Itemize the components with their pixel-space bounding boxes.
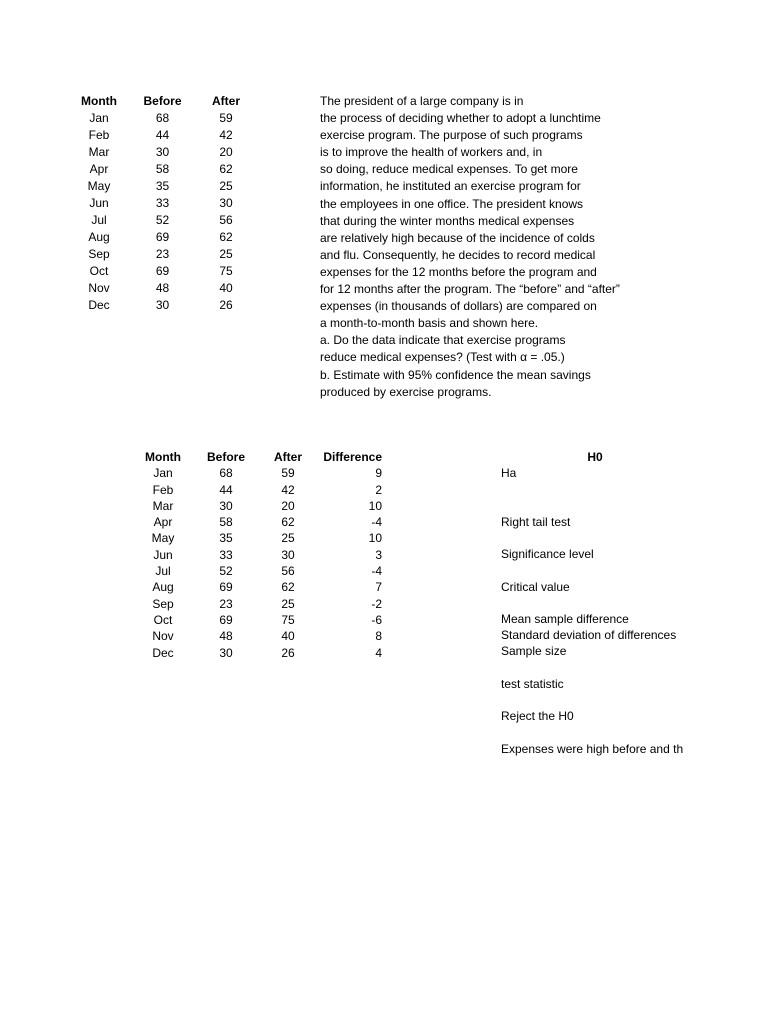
cell-before: 35	[219, 531, 233, 546]
cell-difference: -6	[371, 612, 382, 627]
cell-month: Jan	[153, 466, 173, 481]
cell-difference: 10	[368, 498, 382, 513]
cell-before: 69	[155, 264, 170, 278]
header-before: Before	[143, 94, 182, 108]
cell-month: Aug	[88, 230, 110, 244]
table-row	[74, 161, 251, 178]
table-row	[138, 482, 382, 498]
table-row	[138, 530, 382, 546]
table-row	[138, 514, 382, 530]
cell-after: 56	[219, 213, 233, 227]
cell-difference: -4	[371, 564, 382, 579]
cell-after: 62	[219, 230, 233, 244]
cell-month: Oct	[153, 612, 173, 627]
cell-month: Dec	[88, 298, 110, 312]
problem-line: for 12 months after the program. The “before” and “after”	[320, 282, 620, 297]
cell-before: 58	[155, 162, 170, 176]
cell-before: 30	[219, 645, 233, 660]
cell-month: Sep	[88, 247, 110, 261]
cell-month: Jun	[89, 196, 109, 210]
table-header-row	[138, 449, 382, 465]
cell-after: 75	[219, 264, 233, 278]
problem-line: b. Estimate with 95% confidence the mean savings	[320, 367, 591, 382]
cell-after: 40	[281, 629, 295, 644]
problem-line: The president of a large company is in	[320, 94, 524, 108]
cell-month: Feb	[88, 128, 110, 142]
cell-before: 33	[155, 196, 170, 210]
cell-before: 68	[219, 466, 233, 481]
table-row	[138, 498, 382, 514]
header-after: After	[211, 94, 240, 108]
significance-level-label: Significance level	[501, 547, 594, 561]
cell-before: 48	[155, 281, 170, 295]
cell-after: 62	[281, 580, 295, 595]
h0-header: H0	[587, 450, 603, 464]
header-month: Month	[145, 450, 181, 464]
cell-month: Apr	[153, 515, 173, 530]
cell-after: 20	[219, 145, 233, 159]
cell-after: 62	[219, 162, 233, 176]
cell-before: 68	[155, 111, 170, 125]
cell-month: Mar	[88, 145, 110, 159]
table-row	[138, 579, 382, 595]
header-before: Before	[206, 450, 245, 464]
cell-after: 42	[219, 128, 233, 142]
reject-h0-label: Reject the H0	[501, 709, 574, 723]
header-month: Month	[81, 94, 117, 108]
cell-month: Nov	[88, 281, 110, 295]
cell-month: May	[151, 531, 175, 546]
cell-difference: 10	[368, 531, 382, 546]
problem-line: the process of deciding whether to adopt a lunchtime	[320, 111, 601, 126]
test-statistic-label: test statistic	[501, 677, 564, 691]
cell-after: 62	[281, 515, 295, 530]
table-row	[74, 195, 251, 212]
mean-sample-difference-label: Mean sample difference	[501, 612, 629, 626]
table-row	[138, 628, 382, 644]
cell-before: 52	[155, 213, 170, 227]
cell-after: 25	[219, 179, 233, 193]
cell-difference: -2	[371, 596, 382, 611]
cell-after: 56	[281, 564, 295, 579]
cell-before: 69	[219, 580, 233, 595]
cell-month: Apr	[89, 162, 109, 176]
cell-month: Oct	[89, 264, 109, 278]
table-row	[138, 465, 382, 481]
cell-before: 30	[219, 498, 233, 513]
cell-difference: 7	[375, 580, 382, 595]
table-row	[74, 229, 251, 246]
problem-line: exercise program. The purpose of such programs	[320, 128, 583, 143]
cell-after: 75	[281, 612, 295, 627]
cell-month: Sep	[152, 596, 174, 611]
cell-before: 33	[219, 547, 233, 562]
table-row	[74, 297, 251, 314]
cell-after: 59	[281, 466, 295, 481]
cell-before: 44	[155, 128, 170, 142]
cell-month: Feb	[152, 482, 174, 497]
table-row	[74, 144, 251, 161]
cell-month: Jul	[91, 213, 107, 227]
header-after: After	[273, 450, 302, 464]
cell-before: 58	[219, 515, 233, 530]
cell-after: 25	[281, 596, 295, 611]
sample-size-label: Sample size	[501, 644, 567, 658]
cell-month: Jan	[89, 111, 109, 125]
cell-after: 25	[281, 531, 295, 546]
table-row	[138, 563, 382, 579]
cell-after: 20	[281, 498, 295, 513]
cell-difference: 9	[375, 466, 382, 481]
cell-before: 69	[219, 612, 233, 627]
table-row	[74, 246, 251, 263]
problem-statement	[320, 93, 660, 401]
table-row	[74, 263, 251, 280]
problem-line: a. Do the data indicate that exercise programs	[320, 333, 566, 348]
cell-month: Jul	[155, 564, 171, 579]
problem-line: reduce medical expenses? (Test with α = .05.)	[320, 350, 565, 365]
cell-difference: 4	[375, 645, 382, 660]
header-difference: Difference	[323, 450, 382, 464]
cell-after: 42	[281, 482, 295, 497]
cell-month: Jun	[153, 547, 173, 562]
cell-difference: 8	[375, 629, 382, 644]
cell-after: 25	[219, 247, 233, 261]
sd-of-differences-label: Standard deviation of differences	[501, 628, 677, 642]
table-header-row	[74, 93, 251, 110]
cell-before: 23	[155, 247, 170, 261]
problem-line: and flu. Consequently, he decides to record medical	[320, 247, 596, 262]
cell-difference: -4	[371, 515, 382, 530]
cell-after: 59	[219, 111, 233, 125]
cell-before: 30	[155, 145, 170, 159]
problem-line: are relatively high because of the incidence of colds	[320, 230, 595, 245]
table-row	[74, 127, 251, 144]
table-row	[74, 280, 251, 297]
problem-line: a month-to-month basis and shown here.	[320, 316, 539, 331]
cell-before: 52	[219, 564, 233, 579]
problem-line: expenses for the 12 months before the program and	[320, 264, 597, 279]
ha-label: Ha	[501, 466, 517, 480]
cell-after: 26	[219, 298, 233, 312]
cell-month: Nov	[152, 629, 174, 644]
cell-month: Dec	[152, 645, 174, 660]
problem-line: expenses (in thousands of dollars) are compared on	[320, 299, 597, 314]
problem-line: produced by exercise programs.	[320, 384, 492, 399]
problem-line: the employees in one office. The president knows	[320, 196, 584, 211]
critical-value-label: Critical value	[501, 580, 570, 594]
table-row	[74, 178, 251, 195]
cell-month: Mar	[152, 498, 174, 513]
expenses-difference-table	[138, 449, 382, 661]
cell-after: 30	[219, 196, 233, 210]
right-tail-test-label: Right tail test	[501, 515, 571, 529]
cell-before: 48	[219, 629, 233, 644]
cell-difference: 2	[375, 482, 382, 497]
problem-line: information, he instituted an exercise program for	[320, 179, 581, 194]
table-row	[138, 612, 382, 628]
problem-line: is to improve the health of workers and, in	[320, 145, 543, 160]
cell-month: May	[87, 179, 111, 193]
table-row	[138, 596, 382, 612]
expenses-table-top	[74, 93, 251, 314]
problem-line: that during the winter months medical expenses	[320, 213, 575, 228]
cell-before: 35	[155, 179, 170, 193]
cell-before: 69	[155, 230, 170, 244]
cell-difference: 3	[375, 547, 382, 562]
conclusion-text: Expenses were high before and th	[501, 742, 684, 756]
cell-month: Aug	[152, 580, 174, 595]
cell-after: 26	[281, 645, 295, 660]
cell-before: 30	[155, 298, 170, 312]
table-row	[138, 645, 382, 661]
table-row	[138, 547, 382, 563]
cell-after: 30	[281, 547, 295, 562]
problem-line: so doing, reduce medical expenses. To get more	[320, 162, 578, 177]
cell-before: 44	[219, 482, 233, 497]
table-row	[74, 110, 251, 127]
table-row	[74, 212, 251, 229]
cell-before: 23	[219, 596, 233, 611]
cell-after: 40	[219, 281, 233, 295]
